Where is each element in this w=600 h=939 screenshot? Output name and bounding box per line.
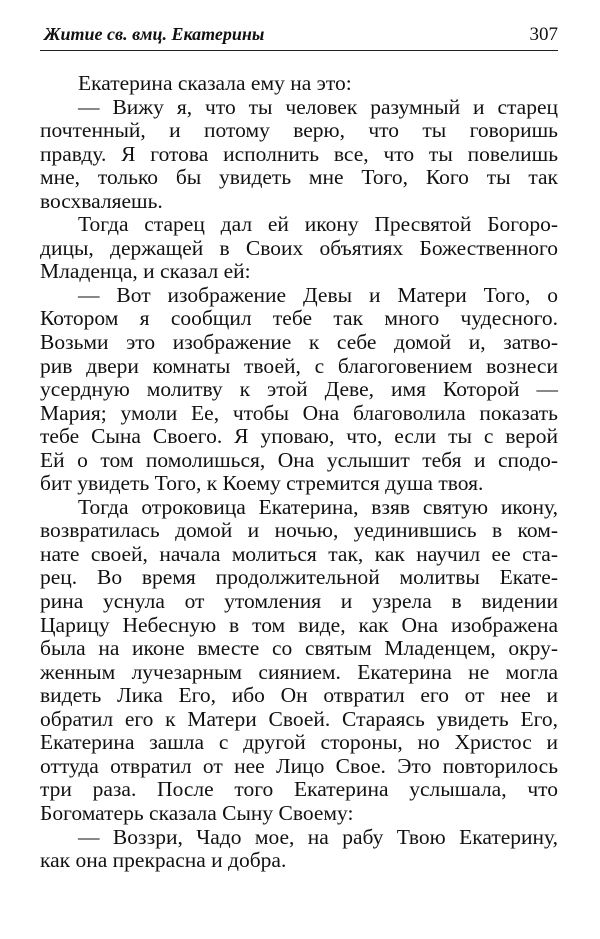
text-line: Ей о том помолишься, Она услышит тебя и сподо- <box>40 447 558 472</box>
text-line: Младенца, и сказал ей: <box>40 259 251 284</box>
text-line: была на иконе вместе со святым Младенцем, окру- <box>40 636 558 661</box>
text-line: усердную молитву к этой Деве, имя Которой — <box>40 377 558 402</box>
text-line: рина уснула от утомления и узрела в видении <box>40 589 558 614</box>
page-number: 307 <box>529 24 558 45</box>
text-line: — Воззри, Чадо мое, на рабу Твою Екатерину, <box>78 824 558 849</box>
text-line: женным лучезарным сиянием. Екатерина не могла <box>40 659 558 684</box>
text-line: Мария; умоли Ее, чтобы Она благоволила показать <box>40 400 558 425</box>
text-line: Тогда старец дал ей икону Пресвятой Богоро- <box>78 212 558 237</box>
running-header <box>40 20 558 51</box>
text-line: оттуда отвратил от нее Лицо Свое. Это повторилось <box>40 753 558 778</box>
text-line: рив двери комнаты твоей, с благоговением вознеси <box>40 353 558 378</box>
text-line: рец. Во время продолжительной молитвы Екате- <box>40 565 558 590</box>
text-line: обратил его к Матери Своей. Стараясь увидеть Его, <box>40 706 558 731</box>
text-line: тебе Сына Своего. Я уповаю, что, если ты с верой <box>40 424 558 449</box>
text-line: Царицу Небесную в том виде, как Она изображена <box>40 612 558 637</box>
text-line: мне, только бы увидеть мне Того, Кого ты так <box>40 165 558 190</box>
text-line: Котором я сообщил тебе так много чудесного. <box>40 306 558 331</box>
text-line: возвратилась домой и ночью, уединившись в ком- <box>40 518 558 543</box>
text-line: три раза. После того Екатерина услышала, что <box>40 777 558 802</box>
text-line: Екатерина сказала ему на это: <box>78 71 352 95</box>
text-line: нате своей, начала молиться так, как научил ее ста- <box>40 541 558 566</box>
running-title: Житие св. вмц. Екатерины <box>44 24 265 44</box>
text-line: Екатерина зашла с другой стороны, но Христос и <box>40 730 558 755</box>
text-line: — Вижу я, что ты человек разумный и старец <box>78 94 558 119</box>
text-line: Возьми это изображение к себе домой и, затво- <box>40 330 558 355</box>
text-line: правду. Я готова исполнить все, что ты повелишь <box>40 141 558 166</box>
page-body-text <box>40 72 558 873</box>
text-line: Тогда отроковица Екатерина, взяв святую икону, <box>78 494 558 519</box>
text-line: почтенный, и потому верю, что ты говоришь <box>40 118 558 143</box>
text-line: восхваляешь. <box>40 188 163 213</box>
text-line: как она прекрасна и добра. <box>40 848 287 873</box>
text-line: дицы, держащей в Своих объятиях Божественного <box>40 235 558 260</box>
text-line: бит увидеть Того, к Коему стремится душа твоя. <box>40 471 484 496</box>
text-line: — Вот изображение Девы и Матери Того, о <box>78 282 558 307</box>
text-line: Богоматерь сказала Сыну Своему: <box>40 800 354 825</box>
text-line: видеть Лика Его, ибо Он отвратил его от нее и <box>40 683 558 708</box>
